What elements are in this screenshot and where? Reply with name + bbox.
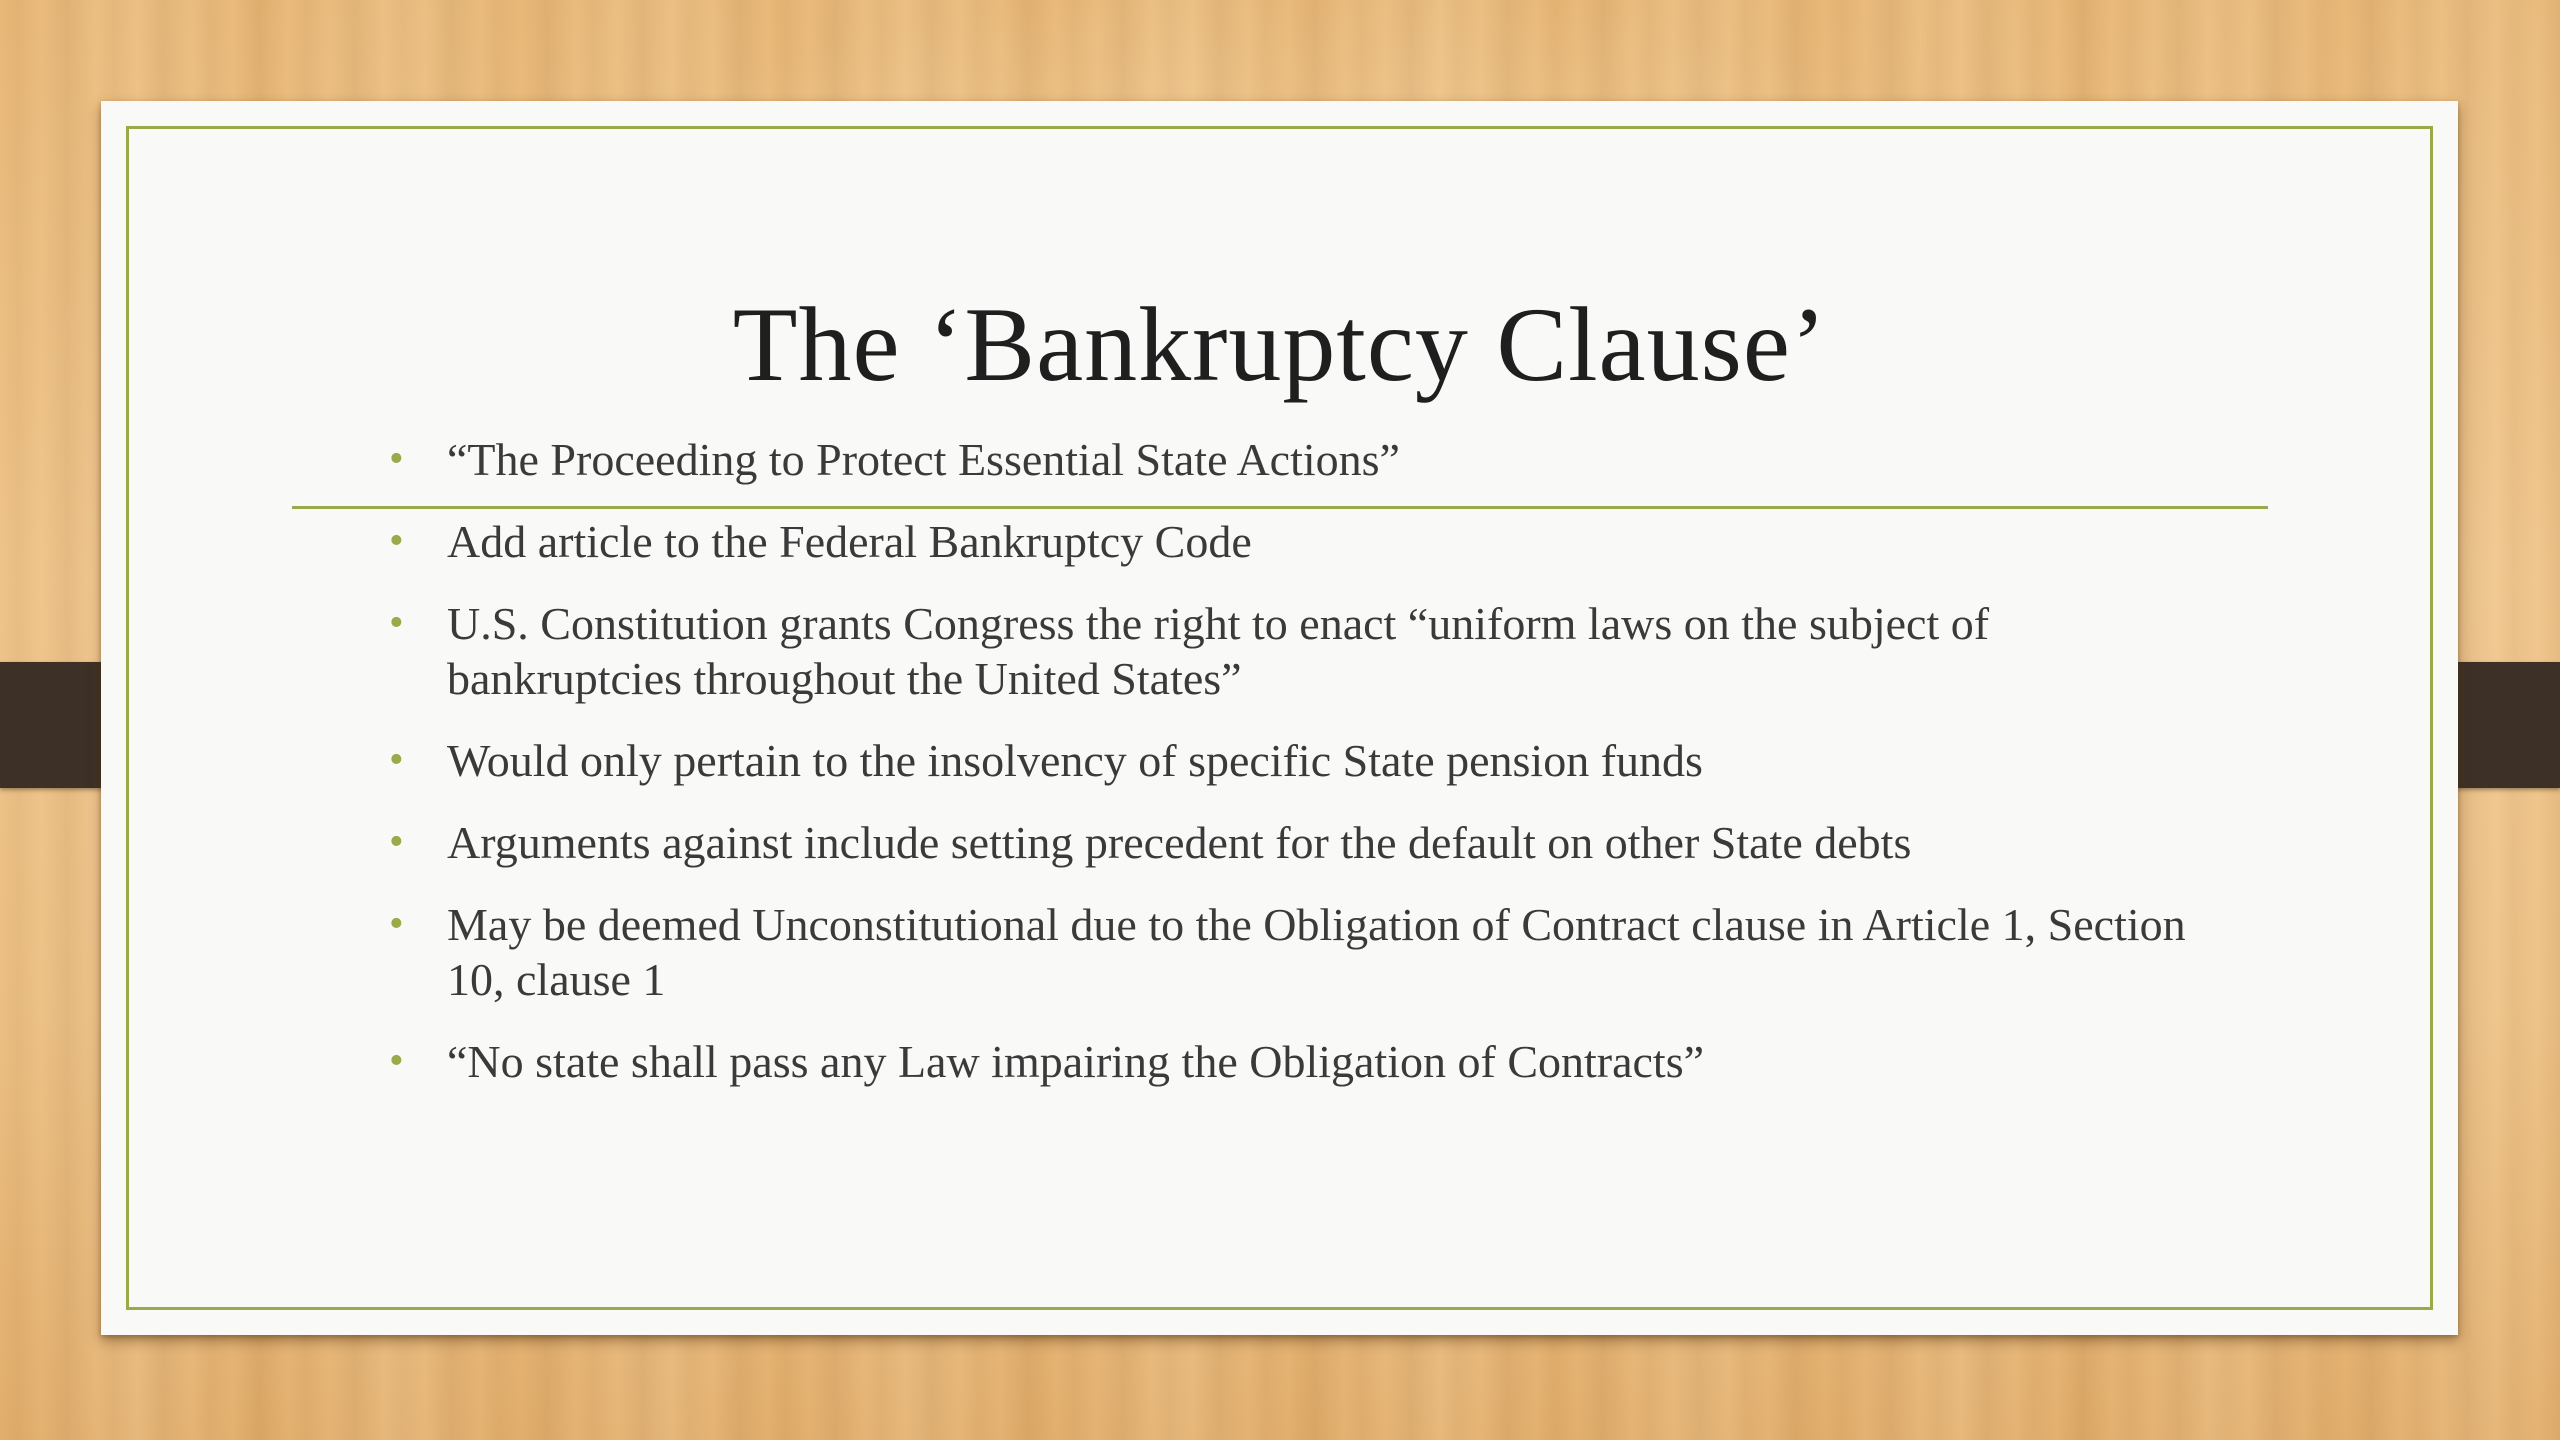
bullet-item	[382, 815, 2212, 870]
bullet-item	[382, 514, 2212, 569]
bullet-dot-icon: •	[389, 819, 404, 865]
bullet-text: Add article to the Federal Bankruptcy Code	[447, 516, 1252, 567]
bullet-dot-icon: •	[389, 901, 404, 947]
bullet-dot-icon: •	[389, 737, 404, 783]
bullet-text: U.S. Constitution grants Congress the right to enact “uniform laws on the subject of bankruptcies throughout the United States”	[447, 598, 1990, 704]
bullet-text: Would only pertain to the insolvency of specific State pension funds	[447, 735, 1703, 786]
bullet-text: May be deemed Unconstitutional due to the Obligation of Contract clause in Article 1, Section 10, clause 1	[447, 899, 2186, 1005]
bullet-item	[382, 1034, 2212, 1089]
bullet-item	[382, 733, 2212, 788]
bullet-text: “No state shall pass any Law impairing the Obligation of Contracts”	[447, 1036, 1705, 1087]
bullet-item	[382, 897, 2212, 1007]
bullet-dot-icon: •	[389, 1038, 404, 1084]
slide-title: The ‘Bankruptcy Clause’	[732, 286, 1828, 403]
bullet-dot-icon: •	[389, 518, 404, 564]
bullet-list	[382, 432, 2212, 1089]
bullet-dot-icon: •	[389, 436, 404, 482]
bullet-dot-icon: •	[389, 600, 404, 646]
bullet-text: “The Proceeding to Protect Essential State Actions”	[447, 434, 1400, 485]
bullet-item	[382, 432, 2212, 487]
bullet-text: Arguments against include setting precedent for the default on other State debts	[447, 817, 1912, 868]
bullet-item	[382, 596, 2212, 706]
